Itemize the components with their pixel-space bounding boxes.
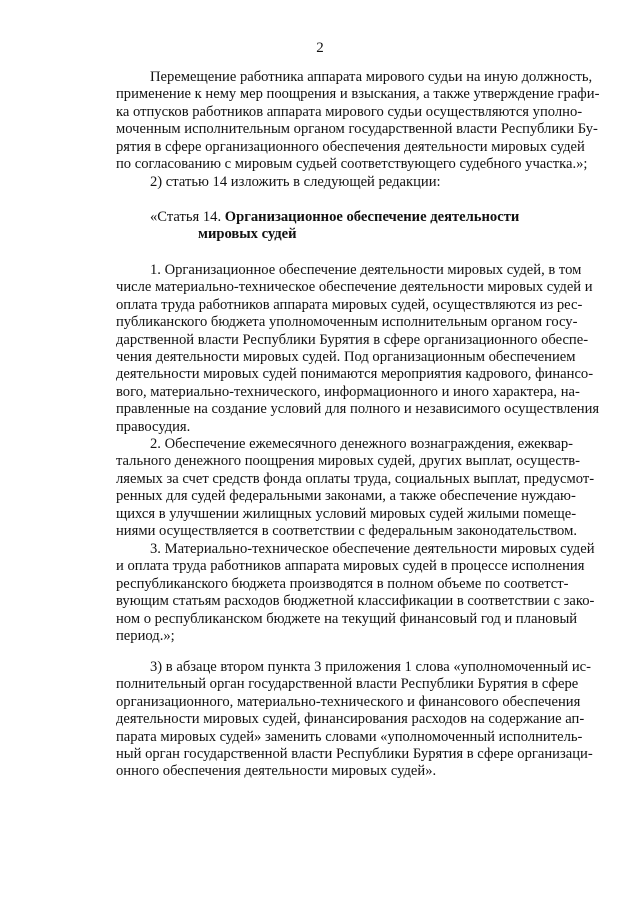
- text-line: 2. Обеспечение ежемесячного денежного вознаграждения, ежеквар-: [150, 436, 574, 452]
- text-line: тального денежного поощрения мировых судей, других выплат, осуществ-: [116, 453, 581, 470]
- text-line: 3. Материально-техническое обеспечение деятельности мировых судей: [150, 541, 595, 557]
- text-line: вого, материально-технического, информационного и иного характера, на-: [116, 383, 580, 400]
- text-line: деятельности мировых судей, финансирования расходов на содержание ап-: [116, 711, 585, 728]
- text-line: применение к нему мер поощрения и взыскания, а также утверждение графи-: [116, 86, 600, 103]
- text-line: оплата труда работников аппарата мировых судей, осуществляются из рес-: [116, 296, 583, 313]
- text-line: ка отпусков работников аппарата мирового судьи осуществляются уполно-: [116, 103, 583, 120]
- text-line: онного обеспечения деятельности мировых судей».: [116, 763, 437, 780]
- text-line: по согласованию с мировым судьей соответствующего судебного участка.»;: [116, 156, 588, 173]
- text-line: щихся в улучшении жилищных условий мировых судей жилыми помеще-: [116, 505, 577, 522]
- text-line: ном о республиканском бюджете на текущий финансовый год и плановый: [116, 610, 578, 627]
- text-line: период.»;: [116, 628, 175, 645]
- article-number: «Статья 14.: [150, 209, 225, 225]
- article-heading: [116, 209, 532, 244]
- text-line: ниями осуществляется в соответствии с федеральным законодательством.: [116, 523, 577, 540]
- text-line: парата мировых судей» заменить словами «уполномоченный исполнитель-: [116, 728, 583, 745]
- text-line: рятия в сфере организационного обеспечения деятельности мировых судей: [116, 138, 585, 155]
- text-line: 3) в абзаце втором пункта 3 приложения 1 слова «уполномоченный ис-: [150, 659, 592, 675]
- text-line: Перемещение работника аппарата мирового судьи на иную должность,: [150, 69, 593, 85]
- text-line: числе материально-техническое обеспечение деятельности мировых судей и: [116, 279, 593, 296]
- text-line: республиканского бюджета производятся в полном объеме по соответст-: [116, 575, 569, 592]
- text-line: публиканского бюджета уполномоченным исполнительным органом госу-: [116, 314, 578, 331]
- paragraph-item-3: [116, 541, 595, 645]
- text-line: 1. Организационное обеспечение деятельности мировых судей, в том: [150, 262, 582, 278]
- text-line: правленные на создание условий для полного и независимого осуществления: [116, 401, 600, 418]
- text-line: ренных для судей федеральными законами, а также обеспечение нуждаю-: [116, 488, 576, 505]
- paragraph-amend-article-14: [116, 174, 532, 191]
- text-line: моченным исполнительным органом государственной власти Республики Бу-: [116, 121, 598, 138]
- text-line: организационного, материально-технического и финансового обеспечения: [116, 693, 581, 710]
- article-title-continued: мировых судей: [198, 226, 297, 243]
- text-line: 2) статью 14 изложить в следующей редакции:: [150, 174, 441, 190]
- article-title: Организационное обеспечение деятельности: [224, 209, 520, 225]
- text-line: ный орган государственной власти Республики Бурятия в сфере организаци-: [116, 746, 593, 763]
- text-line: полнительный орган государственной власти Республики Бурятия в сфере: [116, 676, 579, 693]
- text-line: вующим статьям расходов бюджетной классификации в соответствии с зако-: [116, 593, 595, 610]
- page-number: 2: [316, 40, 324, 56]
- text-line: дарственной власти Республики Бурятия в сфере организационного обеспе-: [116, 331, 589, 348]
- text-line: правосудия.: [116, 418, 191, 435]
- article-heading-line: [116, 209, 532, 226]
- text-line: ляемых за счет средств фонда оплаты труда, социальных выплат, предусмот-: [116, 470, 595, 487]
- text-line: деятельности мировых судей понимаются мероприятия кадрового, финансо-: [116, 366, 594, 383]
- paragraph-item-1: [116, 262, 600, 436]
- paragraph-staff-transfer: [116, 69, 600, 173]
- text-line: чения деятельности мировых судей. Под организационным обеспечением: [116, 349, 576, 366]
- paragraph-appendix-amendment: [116, 659, 593, 781]
- paragraph-item-2: [116, 436, 595, 540]
- text-line: и оплата труда работников аппарата мировых судей в процессе исполнения: [116, 558, 585, 575]
